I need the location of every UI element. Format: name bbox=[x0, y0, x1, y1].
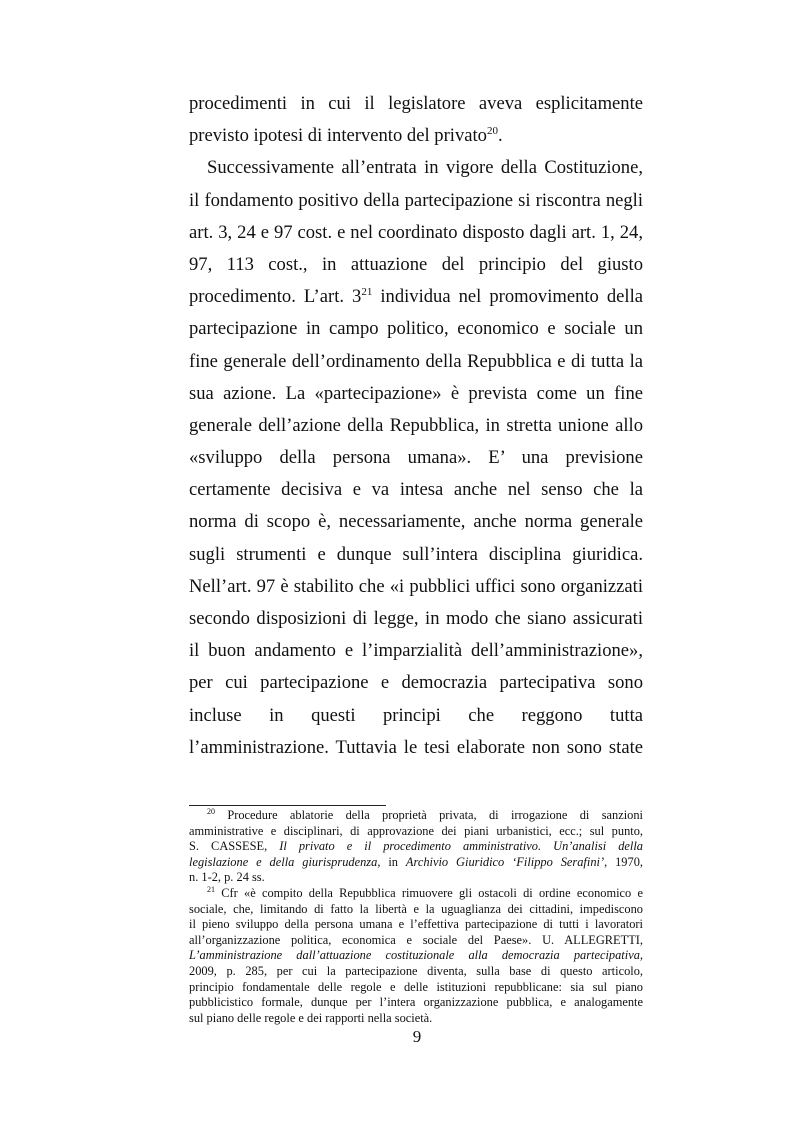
text-line: incluse in questi principi che reggono tutta bbox=[189, 704, 643, 726]
text-line: fine generale dell’ordinamento della Repubblica e di tutta la bbox=[189, 350, 643, 372]
footnote-line: sul piano delle regole e dei rapporti nella società. bbox=[189, 1010, 433, 1025]
body-text bbox=[189, 88, 643, 764]
text-line: il fondamento positivo della partecipazione si riscontra negli bbox=[189, 189, 643, 211]
text-line: generale dell’azione della Repubblica, in stretta unione allo bbox=[189, 414, 643, 436]
text-span: previsto ipotesi di intervento del privato bbox=[189, 125, 487, 147]
footnote-line: pubblicistico formale, dunque per l’intera organizzazione pubblica, e analogamente bbox=[189, 995, 643, 1010]
footnotes bbox=[189, 808, 643, 1026]
footnote-ref-20[interactable]: 20 bbox=[486, 125, 498, 138]
footnote-line bbox=[189, 948, 643, 964]
footnote-line bbox=[189, 855, 643, 871]
text-line: il buon andamento e l’imparzialità dell’amministrazione», bbox=[189, 640, 643, 662]
journal-title: Archivio Giuridico ‘Filippo Serafini’ bbox=[405, 854, 605, 869]
text-line: partecipazione in campo politico, economico e sociale un bbox=[189, 318, 643, 340]
text-line: sua azione. La «partecipazione» è prevista come un fine bbox=[189, 382, 643, 404]
text-line: «sviluppo della persona umana». E’ una previsione bbox=[189, 447, 643, 469]
footnote-20 bbox=[189, 808, 643, 824]
text-line: certamente decisiva e va intesa anche nel senso che la bbox=[189, 479, 643, 501]
footnote-line bbox=[189, 839, 643, 855]
footnote-21 bbox=[189, 886, 643, 902]
text-line: per cui partecipazione e democrazia partecipativa sono bbox=[189, 672, 643, 694]
text-span: S. CASSESE, bbox=[189, 839, 280, 854]
text-span: procedimento. L’art. 3 bbox=[189, 286, 362, 308]
book-title: L’amministrazione dall’attuazione costituzionale alla democrazia partecipativa, bbox=[189, 948, 643, 963]
footnote-line: amministrative e disciplinari, di approvazione dei piani urbanistici, ecc.; sul punto, bbox=[189, 823, 643, 838]
footnote-line: 2009, p. 285, per cui la partecipazione diventa, sulla base di questo articolo, bbox=[189, 963, 643, 978]
footnote-number: 21 bbox=[207, 884, 215, 894]
text-span: , in bbox=[377, 854, 406, 869]
text-line: sugli strumenti e dunque sull’intera disciplina giuridica. bbox=[189, 543, 643, 565]
footnote-ref-21[interactable]: 21 bbox=[361, 286, 373, 299]
footnote-line: principio fondamentale delle regole e delle istituzioni repubblicane: sia sul piano bbox=[189, 979, 643, 994]
text-line: 97, 113 cost., in attuazione del principio del giusto bbox=[189, 253, 643, 275]
text-span: Procedure ablatorie della proprietà privata, di irrogazione di sanzioni bbox=[215, 808, 643, 822]
footnote-line: sociale, che, limitando di fatto la libertà e la uguaglianza dei cittadini, impediscono bbox=[189, 901, 643, 916]
book-title: legislazione e della giurisprudenza bbox=[189, 854, 378, 869]
text-line: Successivamente all’entrata in vigore della Costituzione, bbox=[207, 157, 643, 179]
text-line bbox=[189, 281, 643, 313]
page-number: 9 bbox=[412, 1027, 422, 1046]
text-line: Nell’art. 97 è stabilito che «i pubblici uffici sono organizzati bbox=[189, 575, 643, 597]
text-span: individua nel promovimento della bbox=[372, 286, 643, 308]
text-line: norma di scopo è, necessariamente, anche norma generale bbox=[189, 511, 643, 533]
text-line: procedimenti in cui il legislatore aveva esplicitamente bbox=[189, 93, 643, 114]
text-span: , 1970, bbox=[604, 854, 643, 869]
text-line: l’amministrazione. Tuttavia le tesi elaborate non sono state bbox=[189, 736, 643, 758]
footnote-separator bbox=[189, 805, 386, 806]
footnote-line: il pieno sviluppo della persona umana e l’effettiva partecipazione di tutti i lavoratori bbox=[189, 917, 643, 932]
footnote-line: n. 1-2, p. 24 ss. bbox=[189, 870, 265, 885]
text-line: art. 3, 24 e 97 cost. e nel coordinato disposto dagli art. 1, 24, bbox=[189, 221, 643, 243]
footnote-number: 20 bbox=[207, 807, 215, 816]
footnote-line: all’organizzazione politica, economica e sociale del Paese». U. ALLEGRETTI, bbox=[189, 932, 643, 947]
text-span: Cfr «è compito della Repubblica rimuovere gli ostacoli di ordine economico e bbox=[215, 885, 643, 900]
text-line: secondo disposizioni di legge, in modo che siano assicurati bbox=[189, 608, 643, 629]
text-span: . bbox=[497, 125, 503, 147]
text-line bbox=[189, 120, 643, 152]
book-title: Il privato e il procedimento amministrativo. Un’analisi della bbox=[279, 839, 643, 854]
